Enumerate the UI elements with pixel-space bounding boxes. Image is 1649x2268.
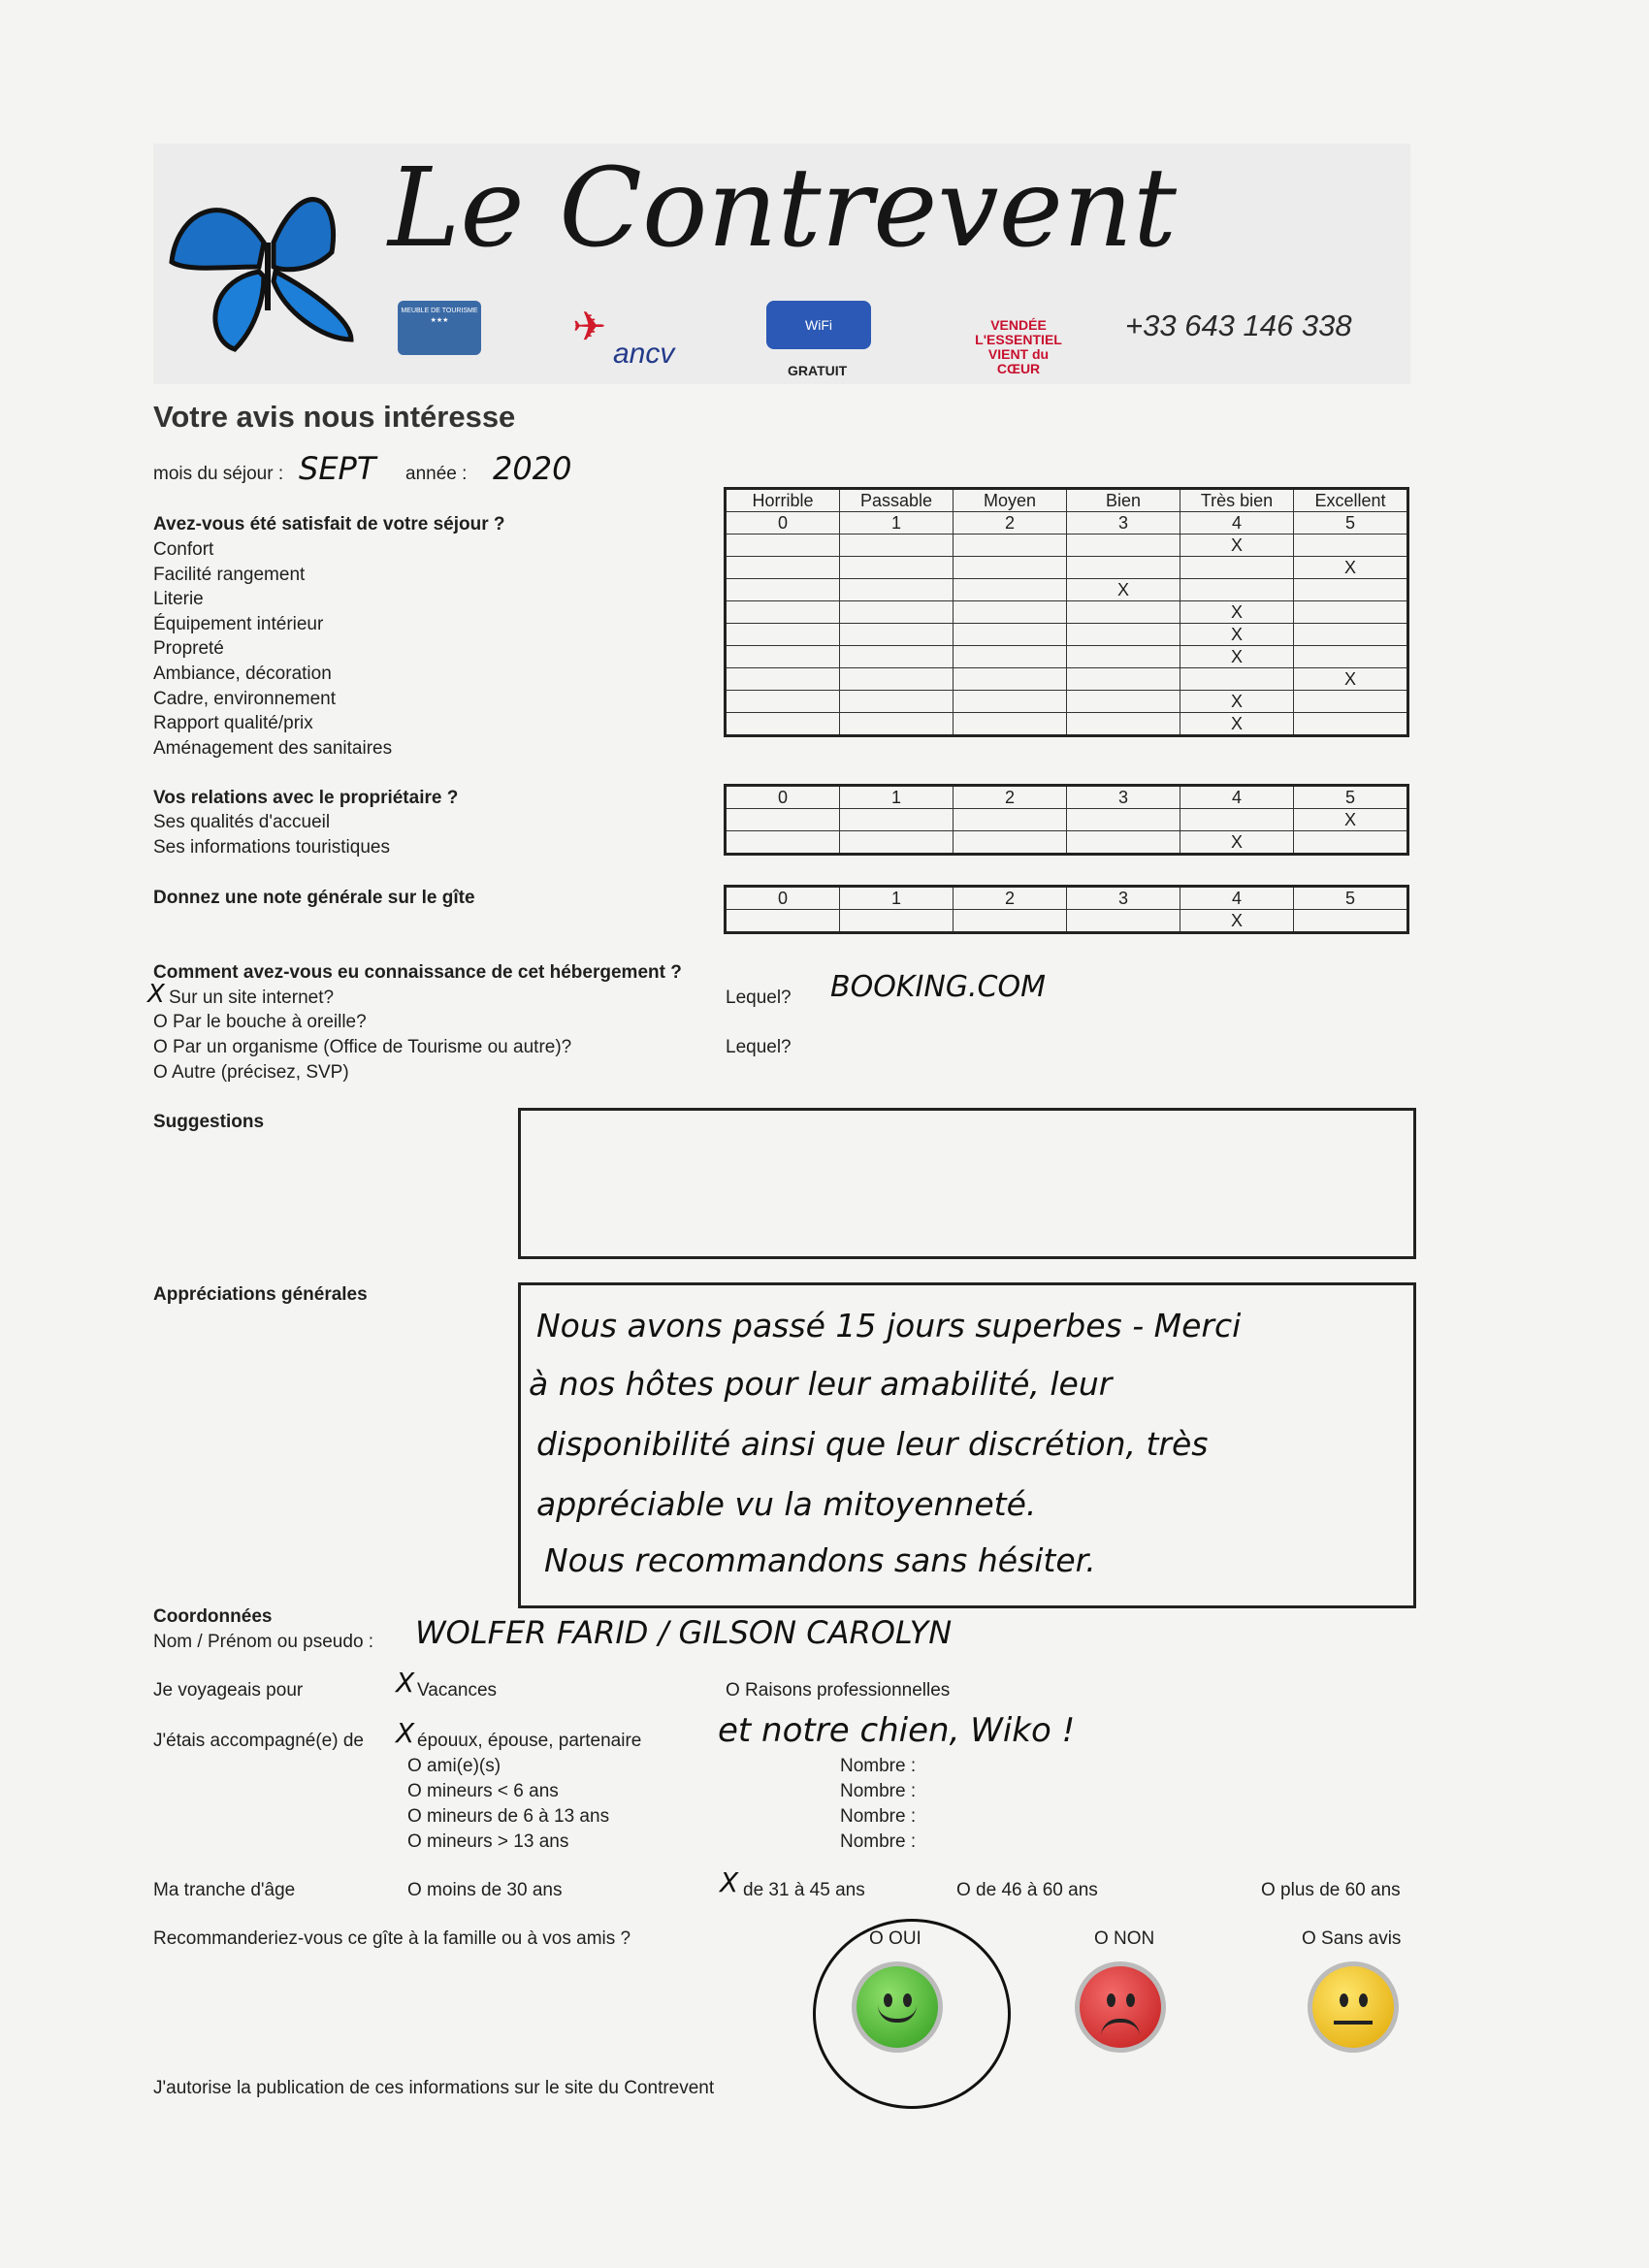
- grid-row: [726, 691, 1408, 713]
- which-label-1: Lequel?: [726, 988, 792, 1008]
- rating-row-label: Aménagement des sanitaires: [153, 737, 393, 759]
- grid-cell[interactable]: [726, 624, 840, 646]
- grid-cell[interactable]: [1294, 535, 1408, 557]
- sad-face-icon[interactable]: [1075, 1961, 1166, 2053]
- age-option-31to45[interactable]: de 31 à 45 ans: [743, 1880, 865, 1900]
- grid-cell[interactable]: [840, 601, 954, 624]
- grid-header-cell: Très bien: [1180, 489, 1294, 512]
- grid-cell[interactable]: X: [1180, 713, 1294, 736]
- grid-row: [726, 668, 1408, 691]
- grid-cell[interactable]: [726, 809, 840, 831]
- grid-cell[interactable]: [840, 713, 954, 736]
- grid-cell[interactable]: [1180, 668, 1294, 691]
- stay-month-label: mois du séjour :: [153, 464, 284, 484]
- grid-cell[interactable]: [1294, 713, 1408, 736]
- grid-header-cell: Excellent: [1294, 489, 1408, 512]
- grid-cell[interactable]: [726, 557, 840, 579]
- vendee-logo: VENDÉE L'ESSENTIEL VIENT du CŒUR: [975, 317, 1062, 376]
- grid-cell[interactable]: X: [1180, 601, 1294, 624]
- grid-cell[interactable]: [954, 579, 1067, 601]
- age-option-over60[interactable]: O plus de 60 ans: [1261, 1880, 1401, 1900]
- companions-note[interactable]: et notre chien, Wiko !: [718, 1711, 1076, 1750]
- grid-cell[interactable]: [726, 601, 840, 624]
- grid-cell[interactable]: [954, 601, 1067, 624]
- grid-cell[interactable]: X: [1294, 557, 1408, 579]
- grid-row: [726, 579, 1408, 601]
- rating-row-label: Confort: [153, 539, 214, 560]
- grid-row: [726, 831, 1408, 855]
- name-label: Nom / Prénom ou pseudo :: [153, 1632, 374, 1652]
- age-label: Ma tranche d'âge: [153, 1880, 296, 1900]
- grid-cell[interactable]: [726, 713, 840, 736]
- happy-face-icon[interactable]: [852, 1961, 943, 2053]
- rating-row-label: Ses qualités d'accueil: [153, 812, 331, 832]
- grid-header-cell: 4: [1180, 887, 1294, 910]
- grid-row: [726, 910, 1408, 933]
- contact-title: Coordonnées: [153, 1606, 273, 1627]
- grid-header-row: [726, 489, 1408, 512]
- overall-grid: [724, 885, 1409, 934]
- grid-cell[interactable]: [726, 646, 840, 668]
- grid-cell[interactable]: [726, 691, 840, 713]
- age-option-46to60[interactable]: O de 46 à 60 ans: [956, 1880, 1098, 1900]
- wifi-logo: WiFi: [766, 301, 871, 349]
- grid-cell[interactable]: [840, 668, 954, 691]
- rating-row-label: Propreté: [153, 638, 224, 660]
- grid-cell[interactable]: [954, 557, 1067, 579]
- grid-cell[interactable]: [1067, 691, 1180, 713]
- grid-cell[interactable]: [1180, 579, 1294, 601]
- year-label: année :: [405, 464, 468, 484]
- which-label-2: Lequel?: [726, 1037, 792, 1057]
- grid-cell[interactable]: [1294, 646, 1408, 668]
- grid-cell[interactable]: X: [1180, 535, 1294, 557]
- grid-cell[interactable]: [1067, 624, 1180, 646]
- grid-header-cell: Passable: [840, 489, 954, 512]
- grid-cell[interactable]: [726, 579, 840, 601]
- rating-row-label: Cadre, environnement: [153, 688, 336, 709]
- grid-cell[interactable]: X: [1180, 624, 1294, 646]
- which-value[interactable]: BOOKING.COM: [830, 970, 1046, 1004]
- grid-header-cell: 5: [1294, 786, 1408, 809]
- grid-cell[interactable]: [726, 831, 840, 855]
- grid-header-cell: 2: [954, 786, 1067, 809]
- grid-cell[interactable]: [1294, 624, 1408, 646]
- grid-cell[interactable]: [954, 535, 1067, 557]
- neutral-face-icon[interactable]: [1308, 1961, 1399, 2053]
- grid-cell[interactable]: [954, 624, 1067, 646]
- recommend-no-label[interactable]: O NON: [1094, 1928, 1155, 1949]
- grid-header-cell: 5: [1294, 512, 1408, 535]
- appreciation-line: disponibilité ainsi que leur discrétion, très: [536, 1425, 1209, 1463]
- grid-cell[interactable]: [1067, 668, 1180, 691]
- grid-header-row: [726, 887, 1408, 910]
- meuble-tourisme-logo: MEUBLE DE TOURISME ★★★: [398, 301, 481, 355]
- grid-cell[interactable]: [1067, 601, 1180, 624]
- grid-cell[interactable]: X: [1180, 831, 1294, 855]
- grid-cell[interactable]: [1067, 535, 1180, 557]
- grid-header-cell: 3: [1067, 887, 1180, 910]
- grid-header-cell: 4: [1180, 512, 1294, 535]
- rating-row-label: Ses informations touristiques: [153, 837, 390, 858]
- travel-checked-mark: X: [396, 1667, 415, 1699]
- grid-header-cell: 0: [726, 786, 840, 809]
- grid-cell[interactable]: [840, 910, 954, 933]
- age-checked-mark: X: [720, 1866, 739, 1898]
- grid-header-cell: 3: [1067, 786, 1180, 809]
- recommend-yes-label[interactable]: O OUI: [869, 1928, 922, 1949]
- form-title: Votre avis nous intéresse: [153, 400, 516, 434]
- grid-cell[interactable]: [840, 691, 954, 713]
- appreciation-line: Nous recommandons sans hésiter.: [544, 1541, 1096, 1579]
- grid-cell[interactable]: [840, 624, 954, 646]
- brand-title: Le Contrevent: [388, 146, 1178, 272]
- appreciation-box[interactable]: [518, 1282, 1416, 1608]
- grid-cell[interactable]: [726, 535, 840, 557]
- grid-header-cell: 3: [1067, 512, 1180, 535]
- butterfly-logo: [167, 175, 371, 369]
- grid-cell[interactable]: [726, 910, 840, 933]
- grid-cell[interactable]: [954, 668, 1067, 691]
- owner-grid: [724, 784, 1409, 856]
- count-label: Nombre :: [840, 1806, 917, 1827]
- grid-cell[interactable]: [1067, 713, 1180, 736]
- grid-cell[interactable]: [954, 713, 1067, 736]
- suggestions-label: Suggestions: [153, 1112, 265, 1132]
- grid-cell[interactable]: X: [1294, 668, 1408, 691]
- count-label: Nombre :: [840, 1756, 917, 1776]
- grid-cell[interactable]: [954, 831, 1067, 855]
- grid-header-cell: 0: [726, 512, 840, 535]
- grid-header-cell: 1: [840, 786, 954, 809]
- grid-row: [726, 557, 1408, 579]
- companions-label: J'étais accompagné(e) de: [153, 1731, 364, 1751]
- grid-cell[interactable]: [1067, 646, 1180, 668]
- discovery-option-word-of-mouth[interactable]: O Par le bouche à oreille?: [153, 1012, 367, 1032]
- grid-cell[interactable]: [840, 809, 954, 831]
- grid-cell[interactable]: [840, 646, 954, 668]
- grid-cell[interactable]: [840, 831, 954, 855]
- grid-cell[interactable]: [1067, 809, 1180, 831]
- grid-cell[interactable]: [1067, 831, 1180, 855]
- grid-cell[interactable]: X: [1294, 809, 1408, 831]
- grid-cell[interactable]: [1294, 691, 1408, 713]
- discovery-option-organisation[interactable]: O Par un organisme (Office de Tourisme ou autre)?: [153, 1037, 572, 1057]
- grid-row: [726, 809, 1408, 831]
- grid-cell[interactable]: [840, 579, 954, 601]
- grid-header-cell: 5: [1294, 887, 1408, 910]
- grid-header-cell: 1: [840, 512, 954, 535]
- discovery-option-website[interactable]: Sur un site internet?: [169, 988, 335, 1008]
- rating-row-label: Facilité rangement: [153, 564, 306, 585]
- grid-cell[interactable]: [1294, 601, 1408, 624]
- grid-cell[interactable]: [1180, 809, 1294, 831]
- grid-cell[interactable]: [1180, 557, 1294, 579]
- overall-question: Donnez une note générale sur le gîte: [153, 888, 475, 908]
- grid-header-cell: 0: [726, 887, 840, 910]
- grid-cell[interactable]: [1294, 910, 1408, 933]
- companion-option-friends[interactable]: O ami(e)(s): [407, 1756, 501, 1776]
- companion-option-over13[interactable]: O mineurs > 13 ans: [407, 1831, 569, 1852]
- age-option-under30[interactable]: O moins de 30 ans: [407, 1880, 563, 1900]
- grid-header-cell: Bien: [1067, 489, 1180, 512]
- appreciation-label: Appréciations générales: [153, 1284, 368, 1305]
- count-label: Nombre :: [840, 1831, 917, 1852]
- grid-header-cell: Horrible: [726, 489, 840, 512]
- rating-row-label: Ambiance, décoration: [153, 664, 332, 684]
- wifi-gratuit-label: GRATUIT: [788, 363, 848, 378]
- appreciation-line: à nos hôtes pour leur amabilité, leur: [529, 1365, 1113, 1403]
- count-label: Nombre :: [840, 1781, 917, 1801]
- suggestions-box[interactable]: [518, 1108, 1416, 1259]
- companions-checked-mark: X: [396, 1717, 415, 1749]
- appreciation-line: appréciable vu la mitoyenneté.: [536, 1485, 1037, 1523]
- grid-header-row: [726, 786, 1408, 809]
- companion-option-spouse[interactable]: épouux, épouse, partenaire: [417, 1731, 642, 1751]
- discovery-question: Comment avez-vous eu connaissance de cet hébergement ?: [153, 962, 682, 983]
- grid-cell[interactable]: [954, 646, 1067, 668]
- grid-row: [726, 601, 1408, 624]
- grid-cell[interactable]: [954, 691, 1067, 713]
- grid-cell[interactable]: X: [1180, 691, 1294, 713]
- grid-cell[interactable]: [954, 809, 1067, 831]
- satisfaction-question: Avez-vous été satisfait de votre séjour ?: [153, 514, 505, 535]
- grid-cell[interactable]: [1067, 910, 1180, 933]
- satisfaction-grid: [724, 487, 1409, 737]
- stay-month-value[interactable]: SEPT: [299, 450, 376, 487]
- ancv-logo: ancv: [613, 338, 675, 370]
- rating-row-label: Literie: [153, 589, 204, 610]
- grid-cell[interactable]: X: [1180, 910, 1294, 933]
- grid-cell[interactable]: [1067, 557, 1180, 579]
- year-value[interactable]: 2020: [493, 450, 572, 487]
- grid-header-row: [726, 512, 1408, 535]
- grid-header-cell: 1: [840, 887, 954, 910]
- companion-option-under6[interactable]: O mineurs < 6 ans: [407, 1781, 559, 1801]
- companion-option-6to13[interactable]: O mineurs de 6 à 13 ans: [407, 1806, 610, 1827]
- recommend-question: Recommanderiez-vous ce gîte à la famille ou à vos amis ?: [153, 1928, 631, 1949]
- grid-cell[interactable]: X: [1067, 579, 1180, 601]
- grid-header-cell: Moyen: [954, 489, 1067, 512]
- travel-option-business[interactable]: O Raisons professionnelles: [726, 1680, 951, 1701]
- rating-row-label: Équipement intérieur: [153, 613, 324, 634]
- grid-cell[interactable]: X: [1180, 646, 1294, 668]
- recommend-none-label[interactable]: O Sans avis: [1302, 1928, 1402, 1949]
- grid-row: [726, 624, 1408, 646]
- authorize-text: J'autorise la publication de ces informations sur le site du Contrevent: [153, 2078, 715, 2098]
- grid-header-cell: 2: [954, 887, 1067, 910]
- discovery-checked-mark: X: [147, 980, 165, 1009]
- grid-row: [726, 713, 1408, 736]
- grid-row: [726, 535, 1408, 557]
- travel-option-vacation[interactable]: Vacances: [417, 1680, 498, 1701]
- travel-label: Je voyageais pour: [153, 1680, 304, 1701]
- discovery-option-other[interactable]: O Autre (précisez, SVP): [153, 1062, 349, 1083]
- ancv-bird-icon: ✈: [572, 304, 607, 349]
- name-value[interactable]: WOLFER FARID / GILSON CAROLYN: [415, 1614, 953, 1651]
- grid-header-cell: 4: [1180, 786, 1294, 809]
- grid-row: [726, 646, 1408, 668]
- grid-cell[interactable]: [1294, 579, 1408, 601]
- grid-cell[interactable]: [1294, 831, 1408, 855]
- grid-header-cell: 2: [954, 512, 1067, 535]
- grid-cell[interactable]: [954, 910, 1067, 933]
- grid-cell[interactable]: [726, 668, 840, 691]
- owner-question: Vos relations avec le propriétaire ?: [153, 788, 459, 808]
- grid-cell[interactable]: [840, 535, 954, 557]
- grid-cell[interactable]: [840, 557, 954, 579]
- phone-number: +33 643 146 338: [1125, 308, 1352, 342]
- appreciation-line: Nous avons passé 15 jours superbes - Merci: [536, 1307, 1242, 1345]
- rating-row-label: Rapport qualité/prix: [153, 713, 313, 734]
